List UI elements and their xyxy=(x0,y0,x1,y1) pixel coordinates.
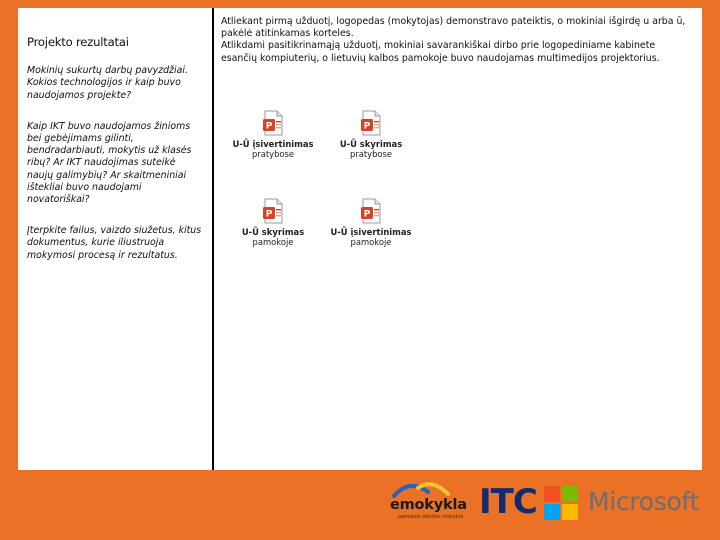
file-name-line1: U-Ū įsivertinimas xyxy=(330,227,412,237)
itc-logo xyxy=(479,482,539,522)
file-name-line2: pamokoje xyxy=(350,237,392,248)
prompt-files: Įterpkite failus, vaizdo siužetus, kitus dokumentus, kurie iliustruoja mokymosi procesą ir rezultatus. xyxy=(27,225,202,261)
prompt-examples: Mokinių sukurtų darbų pavyzdžiai. Kokios technologijos ir kaip buvo naudojamos projekte? xyxy=(27,65,188,101)
section-title: Projekto rezultatai xyxy=(27,35,129,49)
embedded-files-grid xyxy=(220,100,412,260)
file-name-line1: U-Ū įsivertinimas xyxy=(232,139,314,149)
svg-text:P: P xyxy=(265,209,273,220)
powerpoint-file-icon xyxy=(262,110,284,136)
file-name-line1: U-Ū skyrimas xyxy=(339,139,403,149)
powerpoint-file-icon xyxy=(360,110,382,136)
microsoft-wordmark: Microsoft xyxy=(588,487,700,516)
left-column xyxy=(18,8,214,470)
emokykla-wordmark: emokykla xyxy=(390,497,467,513)
embedded-file[interactable] xyxy=(326,198,416,247)
itc-wordmark: ITC xyxy=(479,482,537,522)
file-name-line2: pratybose xyxy=(349,149,393,160)
file-name-line2: pratybose xyxy=(251,149,295,160)
embedded-file[interactable] xyxy=(326,110,416,159)
powerpoint-file-icon xyxy=(360,198,382,224)
microsoft-windows-icon xyxy=(544,486,578,520)
svg-text:P: P xyxy=(265,121,273,132)
emokykla-tagline: pamokos ateities mokykla xyxy=(398,514,464,520)
emokykla-logo xyxy=(384,480,466,530)
embedded-file[interactable] xyxy=(228,110,318,159)
file-name-line1: U-Ū skyrimas xyxy=(241,227,305,237)
svg-text:P: P xyxy=(363,209,371,220)
powerpoint-file-icon xyxy=(262,198,284,224)
description-task1: Atliekant pirmą užduotį, logopedas (mokytojas) demonstravo pateiktis, o mokiniai išgirdę u arba ū, pakėlė atitinkamas korteles. xyxy=(221,16,686,40)
description-task2: Atlikdami pasitikrinamąją užduotį, mokiniai savarankiškai dirbo prie logopediniame kabinete esančių kompiuterių, o lietuvių kalbos pamokoje buvo naudojamas multimedijos projektorius. xyxy=(221,40,660,64)
embedded-file[interactable] xyxy=(228,198,318,247)
microsoft-logo xyxy=(544,484,710,520)
prompt-ikt: Kaip IKT buvo naudojamos žinioms bei gebėjimams gilinti, bendradarbiauti, mokytis už klasės ribų? Ar IKT naudojimas suteikė naujų galimybių? Ar skaitmeniniai ištekliai buvo naudojami novatoriškai? xyxy=(27,120,192,206)
svg-text:P: P xyxy=(363,121,371,132)
file-name-line2: pamokoje xyxy=(252,237,294,248)
